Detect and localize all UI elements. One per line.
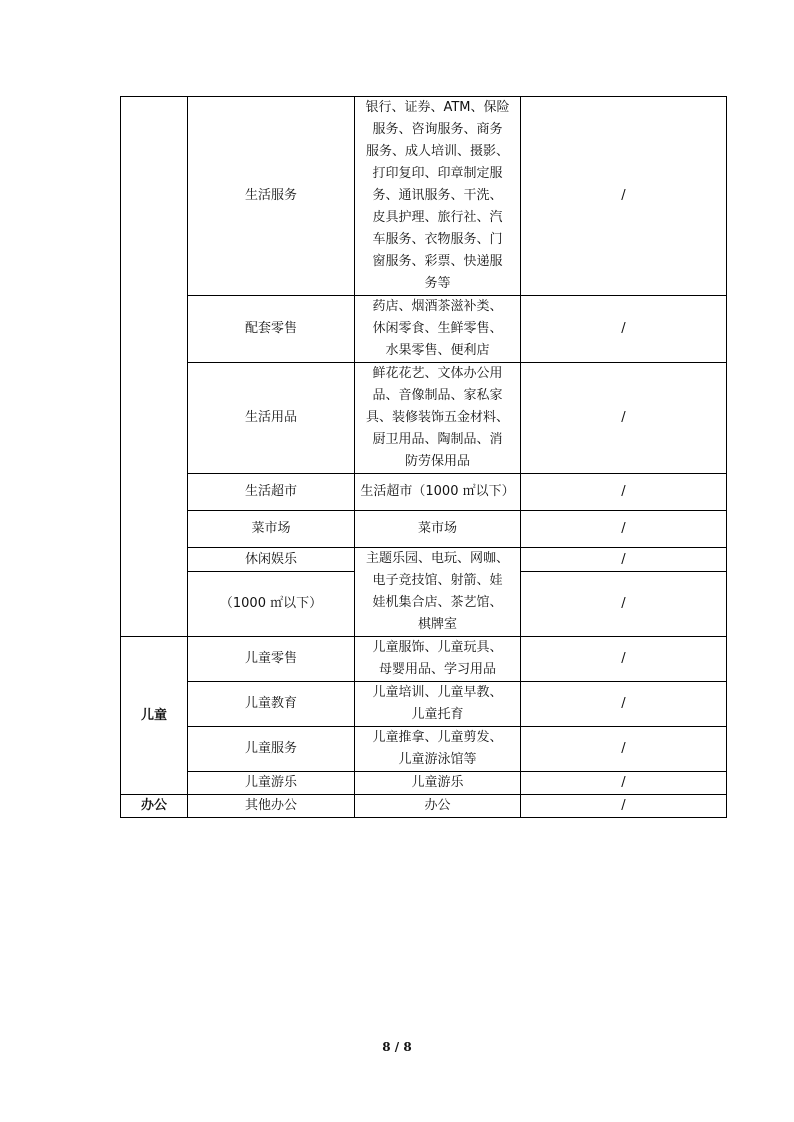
subcategory-cell [188,572,355,637]
item-line: 银行、证券、ATM、保险 [365,100,510,115]
subcategory-cell [188,296,355,363]
table-row [121,548,727,572]
item-line: 窗服务、彩票、快递服 [372,254,503,269]
subcategory-cell [188,511,355,548]
item-line: 办公 [424,798,451,813]
items-cell [355,511,521,548]
items-cell [355,97,521,296]
items-cell [355,474,521,511]
subcategory-label: 配套零售 [244,321,297,336]
table-row [121,511,727,548]
subcategory-label: 菜市场 [251,521,291,536]
flag-cell: / [521,474,727,511]
flag-cell: / [521,637,727,682]
table-row [121,97,727,296]
subcategory-label: 休闲娱乐 [244,551,297,567]
flag-cell: / [521,682,727,727]
category-table [120,96,727,818]
subcategory-cell [188,97,355,296]
item-line: 厨卫用品、陶制品、消 [372,432,503,447]
subcategory-label: 生活服务 [244,188,297,203]
item-line: 药店、烟酒茶滋补类、 [372,299,503,314]
category-cell: 儿童 [121,637,188,795]
table-row [121,296,727,363]
item-line: 菜市场 [417,521,457,536]
items-cell [355,363,521,474]
item-line: 水果零售、便利店 [385,343,490,358]
subcategory-label: 其他办公 [244,798,297,813]
subcategory-label: 儿童游乐 [244,775,297,790]
flag-cell: / [521,511,727,548]
subcategory-cell [188,772,355,795]
subcategory-cell [188,682,355,727]
category-cell: 办公 [121,795,188,818]
item-line: 儿童游乐 [411,775,464,790]
item-line: 母婴用品、学习用品 [378,662,496,677]
table-row [121,474,727,511]
item-line: 儿童托育 [411,707,464,722]
items-cell [355,682,521,727]
item-line: 儿童服饰、儿童玩具、 [372,640,503,655]
subcategory-label: 儿童服务 [244,741,297,756]
item-line: 电子竞技馆、射箭、娃 [372,573,503,588]
flag-cell: / [521,572,727,637]
category-cell-empty [121,97,188,637]
flag-cell: / [521,363,727,474]
item-line: 务等 [424,276,451,291]
table-row [121,772,727,795]
subcategory-label: 生活超市 [244,484,297,499]
item-line: 儿童游泳馆等 [398,752,477,767]
item-line: 打印复印、印章制定服 [372,166,503,181]
items-cell [355,772,521,795]
flag-cell: / [521,97,727,296]
items-cell [355,637,521,682]
item-line: 儿童推拿、儿童剪发、 [372,730,503,745]
table-row [121,727,727,772]
item-line: 车服务、衣物服务、门 [372,232,503,247]
subcategory-cell [188,637,355,682]
subcategory-cell [188,363,355,474]
page-number: 8 / 8 [382,1040,412,1054]
subcategory-label: 儿童零售 [244,651,297,666]
items-cell [355,548,521,637]
subcategory-label: （1000 ㎡以下） [219,596,323,612]
table-row [121,795,727,818]
flag-cell: / [521,548,727,572]
table-row [121,637,727,682]
item-line: 服务、成人培训、摄影、 [365,144,509,159]
item-line: 主题乐园、电玩、网咖、 [365,551,509,566]
item-line: 务、通讯服务、干洗、 [372,188,503,203]
item-line: 皮具护理、旅行社、汽 [372,210,503,225]
flag-cell: / [521,795,727,818]
item-line: 鲜花花艺、文体办公用 [372,366,503,381]
subcategory-cell [188,548,355,572]
subcategory-cell [188,795,355,818]
item-line: 棋牌室 [417,617,457,632]
subcategory-label: 生活用品 [244,410,297,425]
item-line: 具、装修装饰五金材料、 [365,410,509,425]
item-line: 生活超市（1000 ㎡以下） [360,484,515,499]
item-line: 娃机集合店、茶艺馆、 [372,595,503,610]
table-row [121,363,727,474]
item-line: 服务、咨询服务、商务 [372,122,503,137]
items-cell [355,296,521,363]
item-line: 品、音像制品、家私家 [372,388,503,403]
items-cell [355,727,521,772]
item-line: 防劳保用品 [404,454,470,469]
table-row [121,682,727,727]
item-line: 儿童培训、儿童早教、 [372,685,503,700]
flag-cell: / [521,772,727,795]
item-line: 休闲零食、生鲜零售、 [372,321,503,336]
subcategory-cell [188,474,355,511]
items-cell [355,795,521,818]
subcategory-cell [188,727,355,772]
subcategory-label: 儿童教育 [244,696,297,711]
flag-cell: / [521,727,727,772]
flag-cell: / [521,296,727,363]
